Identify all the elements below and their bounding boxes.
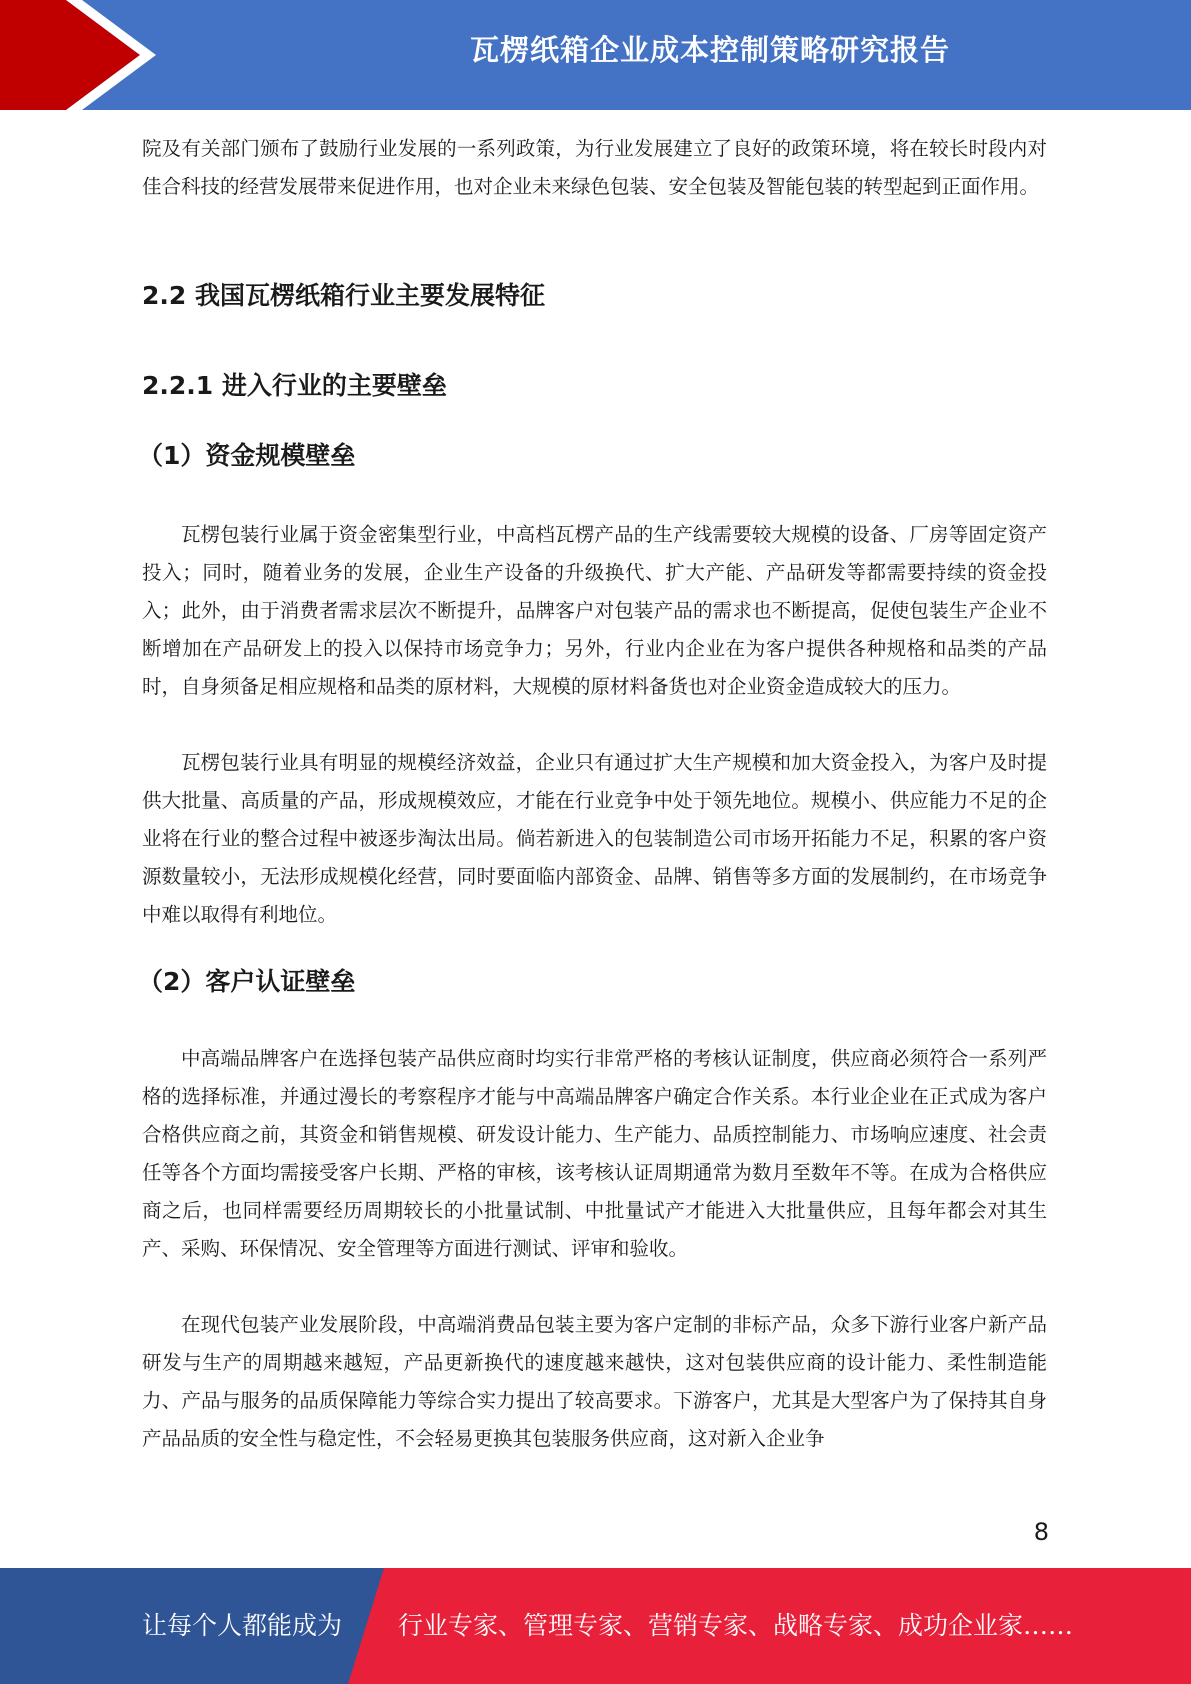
footer-slogan-left: 让每个人都能成为 bbox=[142, 1611, 343, 1640]
page-header bbox=[0, 0, 1191, 110]
intro-paragraph: 院及有关部门颁布了鼓励行业发展的一系列政策，为行业发展建立了良好的政策环境，将在较长时段内对佳合科技的经营发展带来促进作用，也对企业未来绿色包装、安全包装及智能包装的转型起到正面作用。 bbox=[142, 137, 1047, 198]
barrier2-heading: （2）客户认证壁垒 bbox=[138, 967, 356, 996]
barrier1-heading: （1）资金规模壁垒 bbox=[138, 441, 356, 470]
subsection-heading: 2.2.1 进入行业的主要壁垒 bbox=[142, 371, 447, 400]
page-number: 8 bbox=[1033, 1518, 1049, 1546]
section-heading: 2.2 我国瓦楞纸箱行业主要发展特征 bbox=[142, 281, 545, 310]
footer-slogan-right: 行业专家、管理专家、营销专家、战略专家、成功企业家…… bbox=[398, 1611, 1074, 1640]
page-footer bbox=[0, 1568, 1191, 1684]
barrier1-paragraph-1: 瓦楞包装行业属于资金密集型行业，中高档瓦楞产品的生产线需要较大规模的设备、厂房等固定资产投入；同时，随着业务的发展，企业生产设备的升级换代、扩大产能、产品研发等都需要持续的资金投入；此外，由于消费者需求层次不断提升，品牌客户对包装产品的需求也不断提高，促使包装生产企业不断增加在产品研发上的投入以保持市场竞争力；另外，行业内企业在为客户提供各种规格和品类的产品时，自身须备足相应规格和品类的原材料，大规模的原材料备货也对企业资金造成较大的压力。 bbox=[142, 523, 1047, 698]
barrier1-paragraph-2: 瓦楞包装行业具有明显的规模经济效益，企业只有通过扩大生产规模和加大资金投入，为客户及时提供大批量、高质量的产品，形成规模效应，才能在行业竞争中处于领先地位。规模小、供应能力不足的企业将在行业的整合过程中被逐步淘汰出局。倘若新进入的包装制造公司市场开拓能力不足，积累的客户资源数量较小，无法形成规模化经营，同时要面临内部资金、品牌、销售等多方面的发展制约，在市场竞争中难以取得有利地位。 bbox=[142, 751, 1047, 926]
document-body bbox=[138, 130, 1047, 1458]
header-title: 瓦楞纸箱企业成本控制策略研究报告 bbox=[469, 33, 950, 67]
barrier2-paragraph-1: 中高端品牌客户在选择包装产品供应商时均实行非常严格的考核认证制度，供应商必须符合一系列严格的选择标准，并通过漫长的考察程序才能与中高端品牌客户确定合作关系。本行业企业在正式成为客户合格供应商之前，其资金和销售规模、研发设计能力、生产能力、品质控制能力、市场响应速度、社会责任等各个方面均需接受客户长期、严格的审核，该考核认证周期通常为数月至数年不等。在成为合格供应商之后，也同样需要经历周期较长的小批量试制、中批量试产才能进入大批量供应，且每年都会对其生产、采购、环保情况、安全管理等方面进行测试、评审和验收。 bbox=[142, 1047, 1047, 1260]
barrier2-paragraph-2: 在现代包装产业发展阶段，中高端消费品包装主要为客户定制的非标产品，众多下游行业客户新产品研发与生产的周期越来越短，产品更新换代的速度越来越快，这对包装供应商的设计能力、柔性制造能力、产品与服务的品质保障能力等综合实力提出了较高要求。下游客户，尤其是大型客户为了保持其自身产品品质的安全性与稳定性，不会轻易更换其包装服务供应商，这对新入企业争 bbox=[142, 1313, 1047, 1450]
